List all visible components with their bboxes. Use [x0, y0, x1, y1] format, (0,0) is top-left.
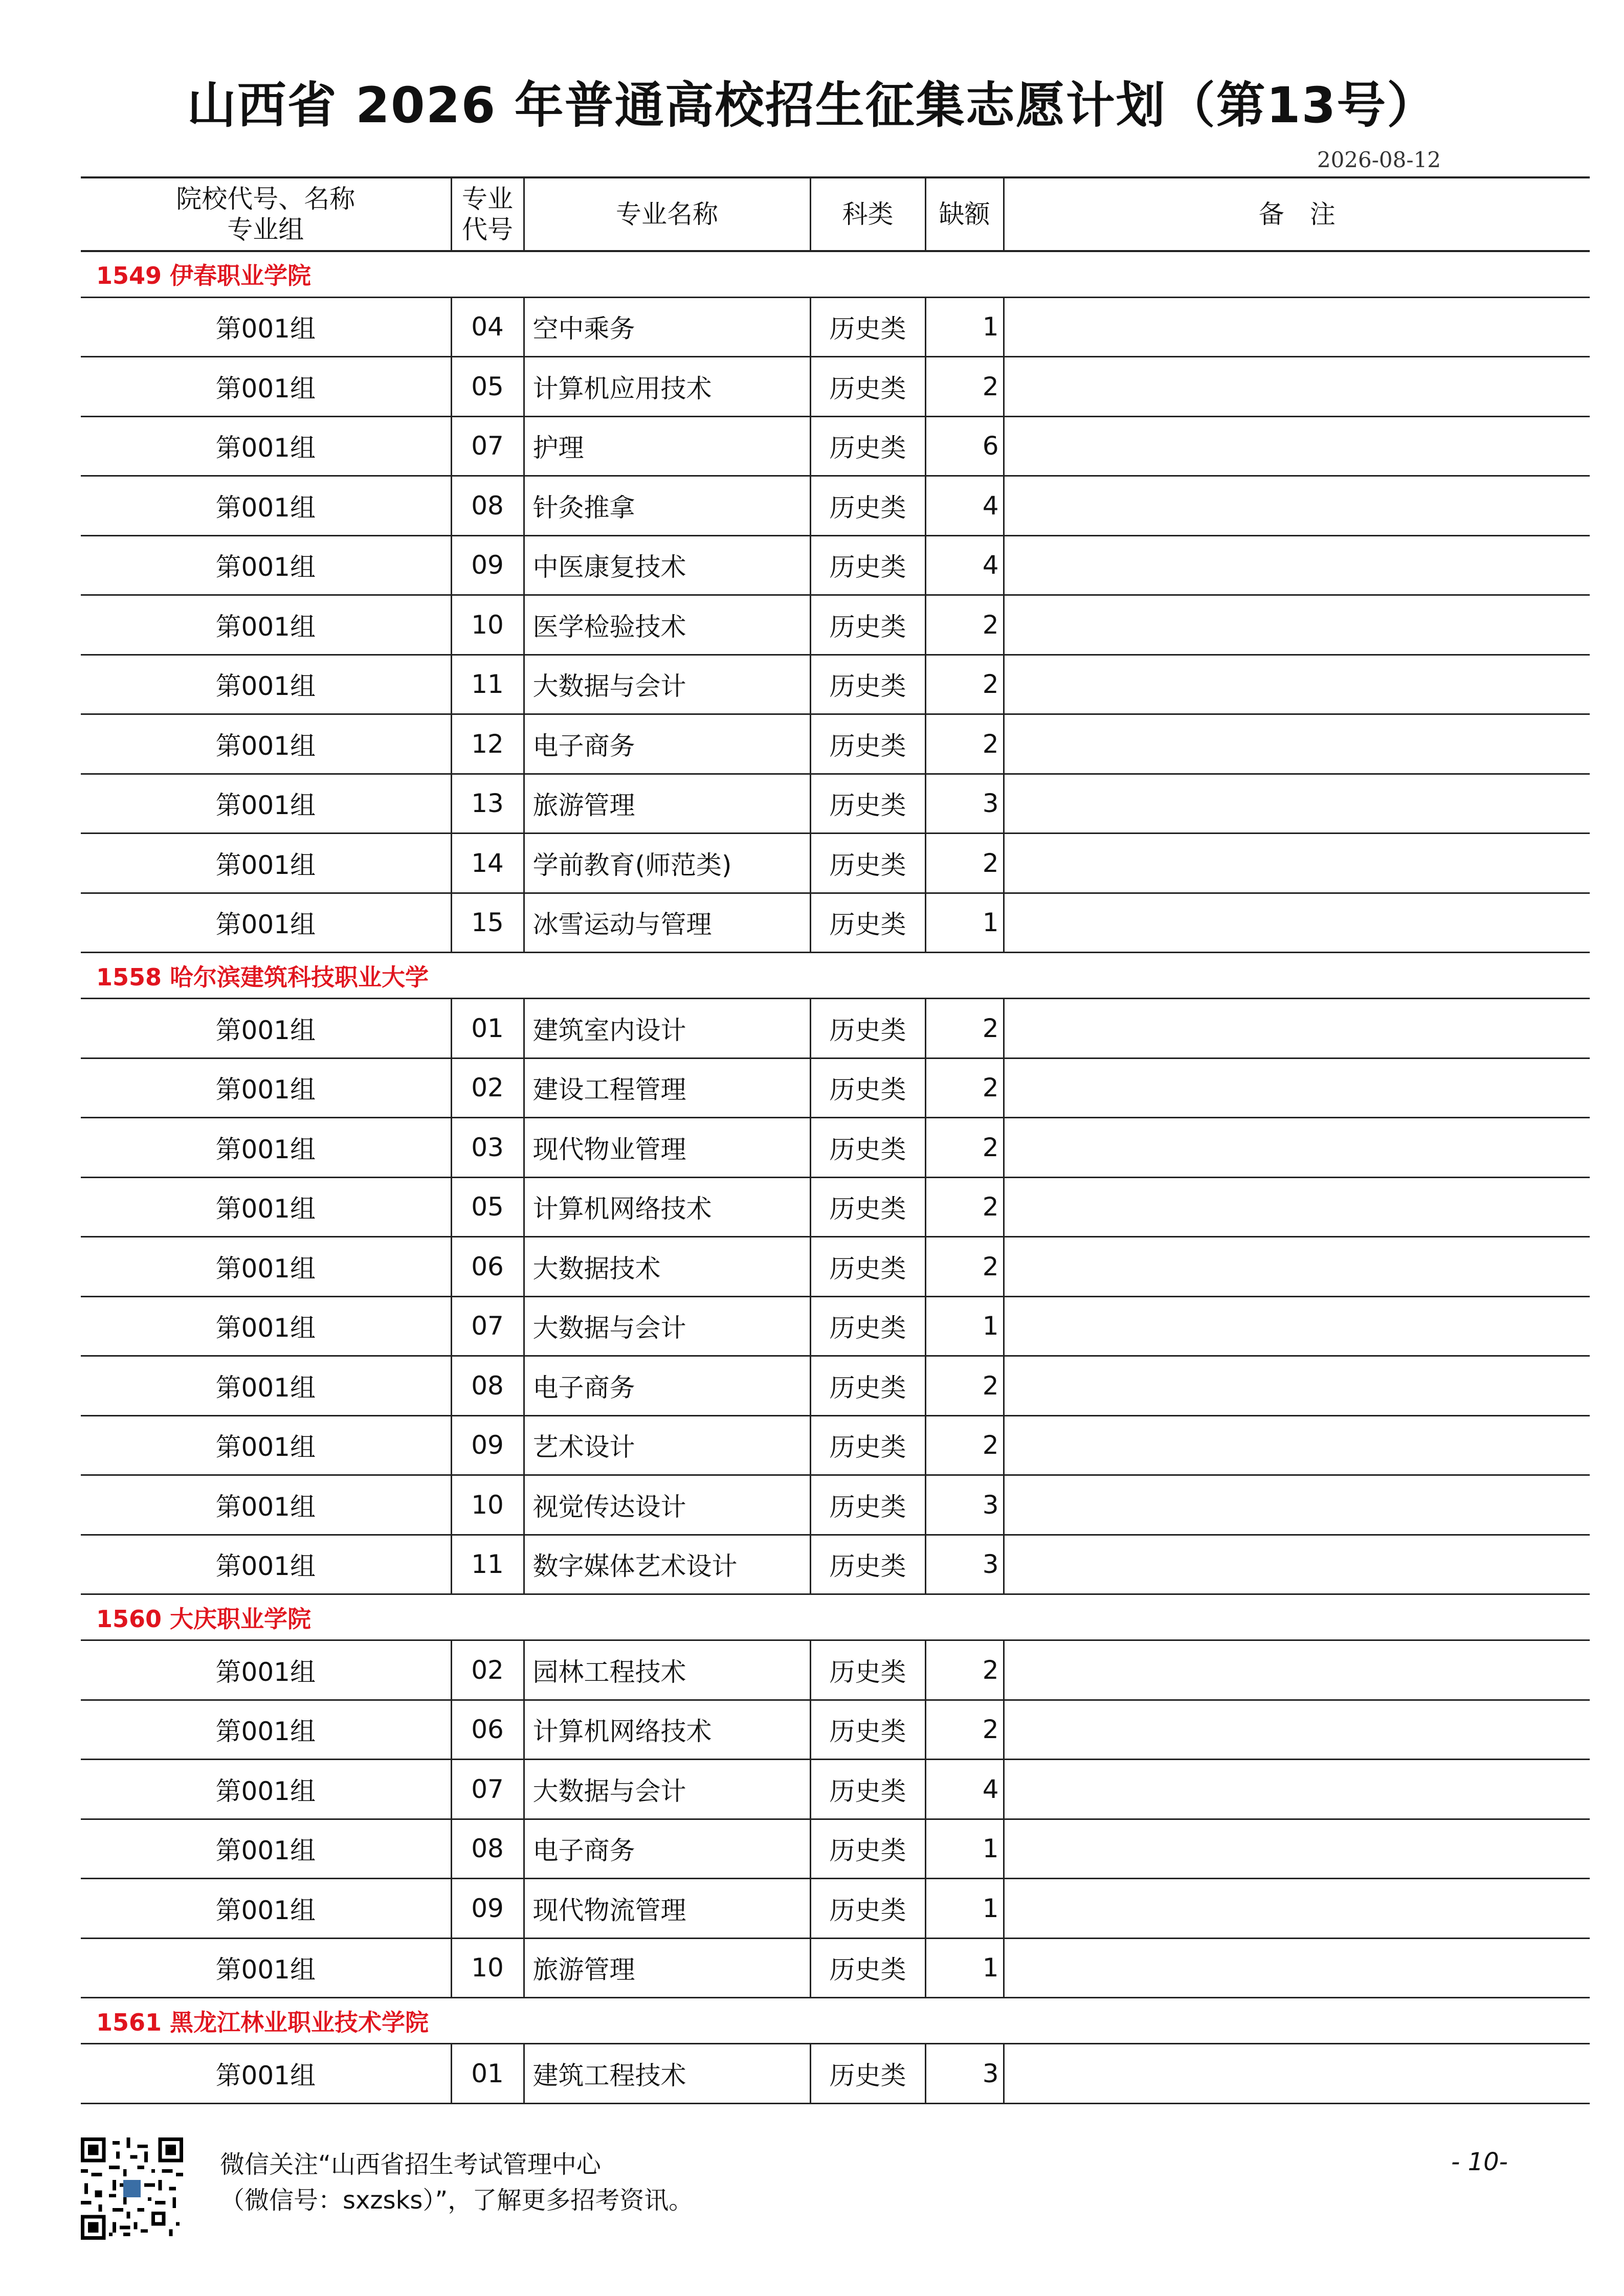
table-row — [81, 1296, 1590, 1356]
remark-cell — [1004, 1819, 1590, 1879]
major-code-cell: 01 — [451, 999, 524, 1059]
major-name-cell: 大数据与会计 — [524, 655, 810, 714]
major-name-cell: 建筑室内设计 — [524, 999, 810, 1059]
group-cell: 第001组 — [81, 1700, 451, 1760]
group-cell: 第001组 — [81, 595, 451, 655]
group-cell: 第001组 — [81, 1118, 451, 1178]
category-cell: 历史类 — [810, 1475, 925, 1535]
school-header-row — [81, 1998, 1590, 2044]
group-cell: 第001组 — [81, 1058, 451, 1118]
quota-cell: 3 — [925, 2044, 1004, 2104]
major-code-cell: 09 — [451, 1415, 524, 1475]
category-cell: 历史类 — [810, 1640, 925, 1700]
remark-cell — [1004, 595, 1590, 655]
group-cell: 第001组 — [81, 1177, 451, 1237]
remark-cell — [1004, 834, 1590, 893]
category-cell: 历史类 — [810, 1237, 925, 1297]
quota-cell: 2 — [925, 1640, 1004, 1700]
category-cell: 历史类 — [810, 1760, 925, 1819]
major-name-cell: 中医康复技术 — [524, 535, 810, 595]
qr-code-icon — [81, 2137, 183, 2240]
table-row — [81, 1356, 1590, 1416]
category-cell: 历史类 — [810, 476, 925, 536]
remark-cell — [1004, 476, 1590, 536]
category-cell: 历史类 — [810, 1296, 925, 1356]
quota-cell: 1 — [925, 1938, 1004, 1998]
major-code-cell: 11 — [451, 1535, 524, 1594]
school-header-row — [81, 251, 1590, 297]
quota-cell: 1 — [925, 297, 1004, 357]
table-body — [81, 251, 1590, 2103]
category-cell: 历史类 — [810, 834, 925, 893]
header-major-name: 专业名称 — [524, 177, 810, 251]
admission-plan-table — [81, 176, 1590, 2104]
category-cell: 历史类 — [810, 1118, 925, 1178]
major-name-cell: 数字媒体艺术设计 — [524, 1535, 810, 1594]
remark-cell — [1004, 2044, 1590, 2104]
header-quota: 缺额 — [925, 177, 1004, 251]
major-name-cell: 针灸推拿 — [524, 476, 810, 536]
table-row — [81, 1415, 1590, 1475]
table-row — [81, 1118, 1590, 1178]
major-name-cell: 建筑工程技术 — [524, 2044, 810, 2104]
quota-cell: 2 — [925, 655, 1004, 714]
category-cell: 历史类 — [810, 1535, 925, 1594]
major-code-cell: 08 — [451, 476, 524, 536]
remark-cell — [1004, 1177, 1590, 1237]
remark-cell — [1004, 1640, 1590, 1700]
major-name-cell: 大数据与会计 — [524, 1760, 810, 1819]
table-row — [81, 1535, 1590, 1594]
category-cell: 历史类 — [810, 1819, 925, 1879]
group-cell: 第001组 — [81, 1938, 451, 1998]
group-cell: 第001组 — [81, 655, 451, 714]
major-code-cell: 12 — [451, 714, 524, 774]
header-remark: 备 注 — [1004, 177, 1590, 251]
major-code-cell: 15 — [451, 893, 524, 953]
table-row — [81, 999, 1590, 1059]
quota-cell: 2 — [925, 1356, 1004, 1416]
table-row — [81, 1879, 1590, 1939]
major-code-cell: 01 — [451, 2044, 524, 2104]
quota-cell: 2 — [925, 595, 1004, 655]
major-name-cell: 医学检验技术 — [524, 595, 810, 655]
major-code-cell: 07 — [451, 416, 524, 476]
group-cell: 第001组 — [81, 1415, 451, 1475]
table-row — [81, 1640, 1590, 1700]
major-name-cell: 计算机应用技术 — [524, 357, 810, 417]
remark-cell — [1004, 297, 1590, 357]
group-cell: 第001组 — [81, 1535, 451, 1594]
quota-cell: 1 — [925, 1879, 1004, 1939]
major-name-cell: 学前教育(师范类) — [524, 834, 810, 893]
major-name-cell: 空中乘务 — [524, 297, 810, 357]
group-cell: 第001组 — [81, 476, 451, 536]
school-name: 1549 伊春职业学院 — [81, 251, 1590, 297]
footer-line-1: 微信关注“山西省招生考试管理中心 — [220, 2150, 601, 2179]
remark-cell — [1004, 893, 1590, 953]
page-footer — [81, 2137, 1590, 2250]
major-code-cell: 10 — [451, 595, 524, 655]
group-cell: 第001组 — [81, 714, 451, 774]
major-name-cell: 旅游管理 — [524, 774, 810, 834]
group-cell: 第001组 — [81, 1296, 451, 1356]
table-row — [81, 655, 1590, 714]
major-name-cell: 计算机网络技术 — [524, 1700, 810, 1760]
group-cell: 第001组 — [81, 1356, 451, 1416]
category-cell: 历史类 — [810, 357, 925, 417]
major-name-cell: 旅游管理 — [524, 1938, 810, 1998]
major-code-cell: 04 — [451, 297, 524, 357]
table-row — [81, 834, 1590, 893]
quota-cell: 2 — [925, 714, 1004, 774]
major-code-cell: 11 — [451, 655, 524, 714]
group-cell: 第001组 — [81, 297, 451, 357]
table-row — [81, 2044, 1590, 2104]
remark-cell — [1004, 1879, 1590, 1939]
table-row — [81, 1819, 1590, 1879]
table-row — [81, 774, 1590, 834]
group-cell: 第001组 — [81, 999, 451, 1059]
quota-cell: 2 — [925, 1118, 1004, 1178]
major-name-cell: 护理 — [524, 416, 810, 476]
major-code-cell: 08 — [451, 1356, 524, 1416]
remark-cell — [1004, 1237, 1590, 1297]
major-name-cell: 电子商务 — [524, 1356, 810, 1416]
school-name: 1560 大庆职业学院 — [81, 1594, 1590, 1640]
table-row — [81, 1700, 1590, 1760]
table-row — [81, 416, 1590, 476]
remark-cell — [1004, 1058, 1590, 1118]
table-row — [81, 357, 1590, 417]
major-name-cell: 园林工程技术 — [524, 1640, 810, 1700]
major-code-cell: 05 — [451, 357, 524, 417]
quota-cell: 1 — [925, 1819, 1004, 1879]
header-category: 科类 — [810, 177, 925, 251]
table-row — [81, 1177, 1590, 1237]
major-name-cell: 电子商务 — [524, 714, 810, 774]
group-cell: 第001组 — [81, 774, 451, 834]
remark-cell — [1004, 1296, 1590, 1356]
quota-cell: 4 — [925, 476, 1004, 536]
remark-cell — [1004, 1938, 1590, 1998]
remark-cell — [1004, 774, 1590, 834]
school-header-row — [81, 1594, 1590, 1640]
table-row — [81, 1938, 1590, 1998]
quota-cell: 3 — [925, 774, 1004, 834]
major-code-cell: 07 — [451, 1296, 524, 1356]
remark-cell — [1004, 1760, 1590, 1819]
category-cell: 历史类 — [810, 1879, 925, 1939]
group-cell: 第001组 — [81, 893, 451, 953]
major-name-cell: 大数据技术 — [524, 1237, 810, 1297]
table-row — [81, 535, 1590, 595]
quota-cell: 2 — [925, 357, 1004, 417]
major-code-cell: 09 — [451, 1879, 524, 1939]
remark-cell — [1004, 357, 1590, 417]
group-cell: 第001组 — [81, 416, 451, 476]
major-code-cell: 10 — [451, 1475, 524, 1535]
page-number: - 10- — [1451, 2148, 1508, 2176]
school-name: 1561 黑龙江林业职业技术学院 — [81, 1998, 1590, 2044]
major-code-cell: 07 — [451, 1760, 524, 1819]
major-code-cell: 06 — [451, 1237, 524, 1297]
major-code-cell: 09 — [451, 535, 524, 595]
major-code-cell: 14 — [451, 834, 524, 893]
category-cell: 历史类 — [810, 1415, 925, 1475]
category-cell: 历史类 — [810, 1058, 925, 1118]
category-cell: 历史类 — [810, 1938, 925, 1998]
category-cell: 历史类 — [810, 714, 925, 774]
quota-cell: 1 — [925, 893, 1004, 953]
category-cell: 历史类 — [810, 2044, 925, 2104]
table-row — [81, 1237, 1590, 1297]
category-cell: 历史类 — [810, 1356, 925, 1416]
school-header-row — [81, 953, 1590, 999]
category-cell: 历史类 — [810, 893, 925, 953]
header-major-code: 专业 代号 — [451, 177, 524, 251]
category-cell: 历史类 — [810, 655, 925, 714]
group-cell: 第001组 — [81, 1760, 451, 1819]
remark-cell — [1004, 1700, 1590, 1760]
category-cell: 历史类 — [810, 999, 925, 1059]
remark-cell — [1004, 1535, 1590, 1594]
major-code-cell: 10 — [451, 1938, 524, 1998]
category-cell: 历史类 — [810, 1700, 925, 1760]
footer-line-2: （微信号：sxzsks）”，了解更多招考资讯。 — [220, 2186, 694, 2215]
quota-cell: 2 — [925, 1177, 1004, 1237]
remark-cell — [1004, 714, 1590, 774]
quota-cell: 1 — [925, 1296, 1004, 1356]
table-row — [81, 476, 1590, 536]
category-cell: 历史类 — [810, 416, 925, 476]
major-code-cell: 02 — [451, 1058, 524, 1118]
quota-cell: 2 — [925, 1415, 1004, 1475]
major-name-cell: 现代物流管理 — [524, 1879, 810, 1939]
major-name-cell: 计算机网络技术 — [524, 1177, 810, 1237]
major-name-cell: 艺术设计 — [524, 1415, 810, 1475]
major-code-cell: 03 — [451, 1118, 524, 1178]
remark-cell — [1004, 535, 1590, 595]
major-code-cell: 13 — [451, 774, 524, 834]
major-name-cell: 建设工程管理 — [524, 1058, 810, 1118]
group-cell: 第001组 — [81, 2044, 451, 2104]
table-row — [81, 714, 1590, 774]
group-cell: 第001组 — [81, 1879, 451, 1939]
major-name-cell: 大数据与会计 — [524, 1296, 810, 1356]
group-cell: 第001组 — [81, 1237, 451, 1297]
quota-cell: 4 — [925, 1760, 1004, 1819]
page-title: 山西省 2026 年普通高校招生征集志愿计划（第13号） — [187, 77, 1437, 134]
remark-cell — [1004, 1356, 1590, 1416]
table-row — [81, 893, 1590, 953]
group-cell: 第001组 — [81, 834, 451, 893]
category-cell: 历史类 — [810, 1177, 925, 1237]
remark-cell — [1004, 999, 1590, 1059]
remark-cell — [1004, 1118, 1590, 1178]
category-cell: 历史类 — [810, 535, 925, 595]
major-code-cell: 02 — [451, 1640, 524, 1700]
quota-cell: 2 — [925, 1237, 1004, 1297]
remark-cell — [1004, 655, 1590, 714]
table-row — [81, 1760, 1590, 1819]
table-row — [81, 1058, 1590, 1118]
quota-cell: 2 — [925, 834, 1004, 893]
quota-cell: 2 — [925, 1700, 1004, 1760]
remark-cell — [1004, 1415, 1590, 1475]
major-name-cell: 现代物业管理 — [524, 1118, 810, 1178]
quota-cell: 4 — [925, 535, 1004, 595]
major-code-cell: 05 — [451, 1177, 524, 1237]
major-name-cell: 视觉传达设计 — [524, 1475, 810, 1535]
major-code-cell: 06 — [451, 1700, 524, 1760]
table-row — [81, 1475, 1590, 1535]
remark-cell — [1004, 1475, 1590, 1535]
category-cell: 历史类 — [810, 595, 925, 655]
table-row — [81, 595, 1590, 655]
quota-cell: 2 — [925, 999, 1004, 1059]
quota-cell: 2 — [925, 1058, 1004, 1118]
category-cell: 历史类 — [810, 297, 925, 357]
table-header-row — [81, 177, 1590, 251]
category-cell: 历史类 — [810, 774, 925, 834]
publish-date: 2026-08-12 — [1317, 147, 1441, 172]
header-school-group: 院校代号、名称 专业组 — [81, 177, 451, 251]
quota-cell: 3 — [925, 1475, 1004, 1535]
group-cell: 第001组 — [81, 357, 451, 417]
footer-notice — [220, 2147, 693, 2218]
table-row — [81, 297, 1590, 357]
remark-cell — [1004, 416, 1590, 476]
group-cell: 第001组 — [81, 1819, 451, 1879]
quota-cell: 3 — [925, 1535, 1004, 1594]
group-cell: 第001组 — [81, 535, 451, 595]
major-code-cell: 08 — [451, 1819, 524, 1879]
school-name: 1558 哈尔滨建筑科技职业大学 — [81, 953, 1590, 999]
quota-cell: 6 — [925, 416, 1004, 476]
major-name-cell: 电子商务 — [524, 1819, 810, 1879]
group-cell: 第001组 — [81, 1475, 451, 1535]
group-cell: 第001组 — [81, 1640, 451, 1700]
major-name-cell: 冰雪运动与管理 — [524, 893, 810, 953]
